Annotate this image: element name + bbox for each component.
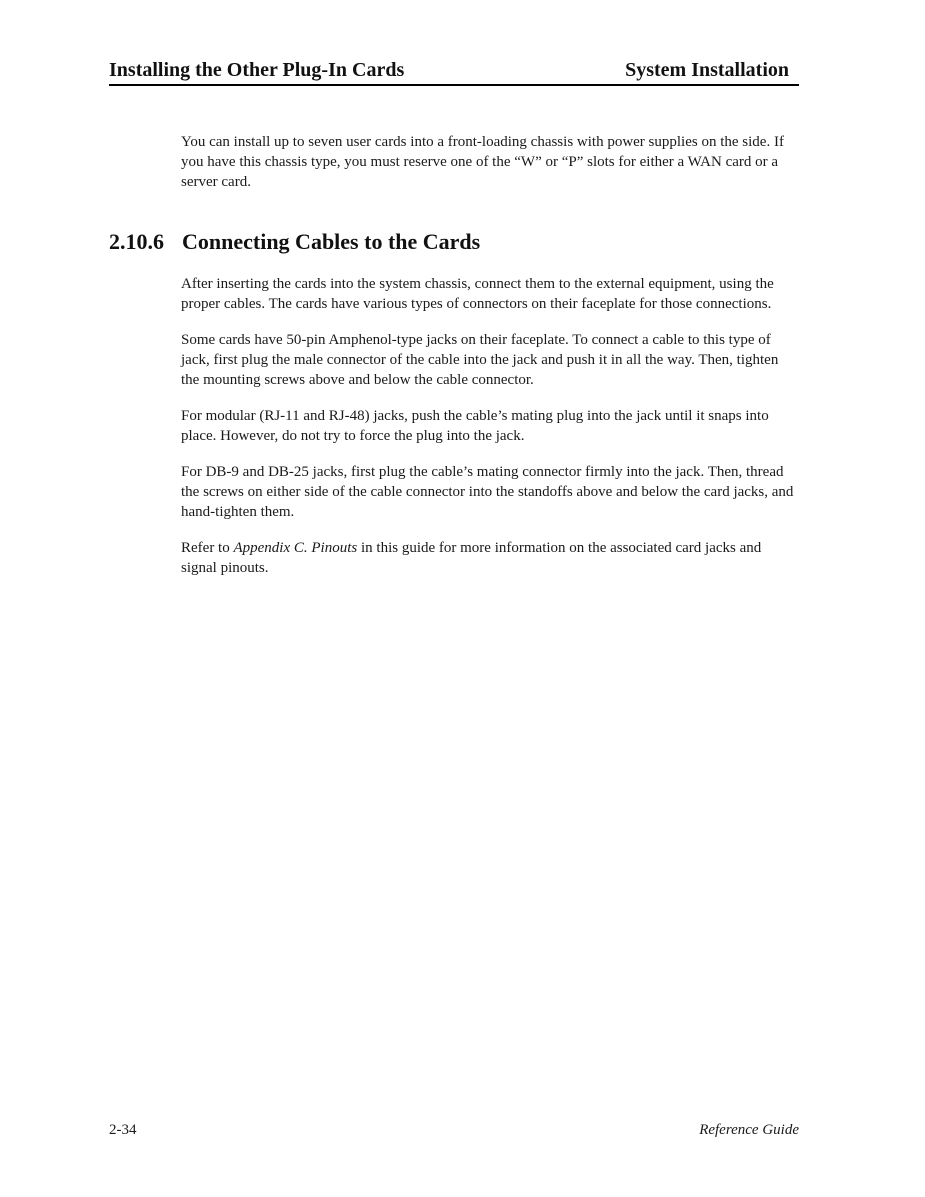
refer-suffix: in this guide for more information on the associated card jacks and signal pinouts. [181, 540, 762, 576]
guide-name: Reference Guide [699, 1122, 799, 1138]
refer-prefix: Refer to [181, 540, 234, 556]
body-paragraph: For DB-9 and DB-25 jacks, first plug the cable’s mating connector firmly into the jack. Then, thread the screws on either side of the cable connector into the standoffs above and below the card jacks, and hand-tighten them. [181, 464, 794, 520]
page-footer [109, 1121, 799, 1139]
header-chapter-title: Installing the Other Plug-In Cards [109, 59, 405, 81]
intro-paragraph: You can install up to seven user cards into a front-loading chassis with power supplies on the side. If you have this chassis type, you must reserve one of the “W” or “P” slots for either a WAN card or a server card. [181, 134, 784, 190]
page-header [109, 56, 799, 86]
section-number: 2.10.6 [109, 229, 164, 254]
refer-paragraph [181, 538, 797, 578]
section-heading [109, 228, 799, 256]
section-body [181, 274, 797, 594]
intro-block [181, 132, 797, 208]
body-paragraph: For modular (RJ-11 and RJ-48) jacks, push the cable’s mating plug into the jack until it snaps into place. However, do not try to force the plug into the jack. [181, 408, 769, 444]
appendix-reference: Appendix C. Pinouts [233, 540, 358, 556]
page-number: 2-34 [109, 1122, 137, 1138]
header-section-title: System Installation [625, 59, 789, 81]
body-paragraph: Some cards have 50-pin Amphenol-type jacks on their faceplate. To connect a cable to this type of jack, first plug the male connector of the cable into the jack and push it in all the way. Then, tighten the mounting screws above and below the cable connector. [181, 332, 779, 388]
section-title: Connecting Cables to the Cards [182, 229, 481, 254]
body-paragraph: After inserting the cards into the system chassis, connect them to the external equipment, using the proper cables. The cards have various types of connectors on their faceplate for those connections. [181, 276, 774, 312]
